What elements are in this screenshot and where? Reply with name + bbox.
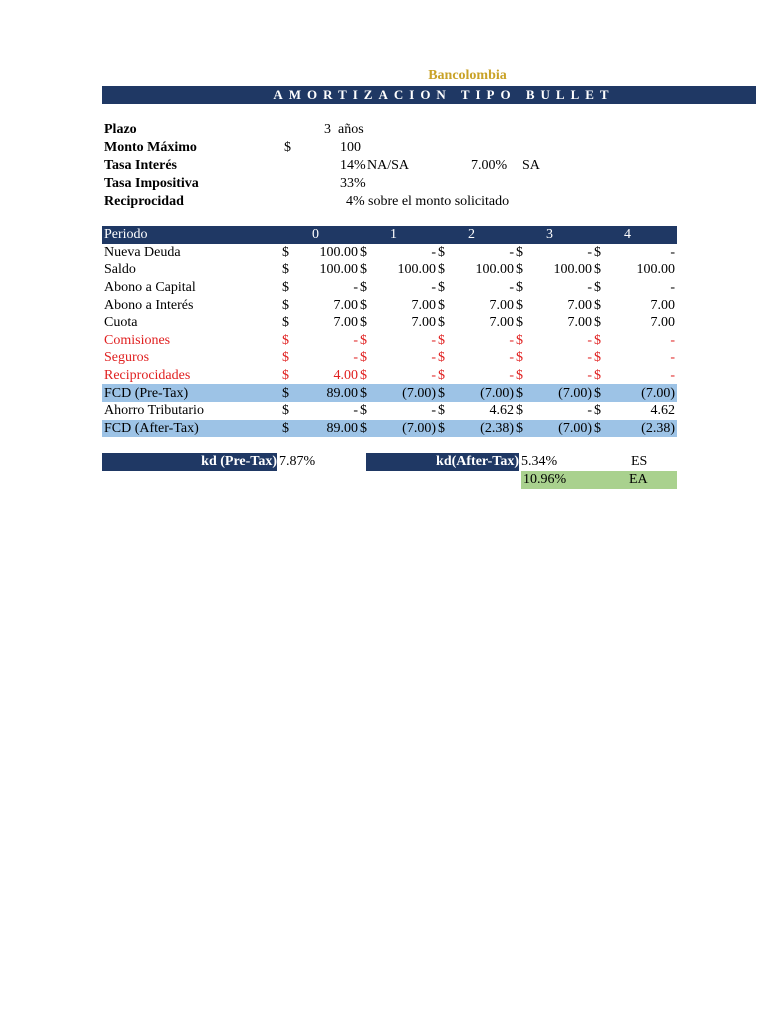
- cell-value: -: [670, 280, 675, 296]
- cell-value: 7.00: [650, 315, 675, 331]
- param-note: sobre el monto solicitado: [368, 194, 510, 209]
- param-value: 14%: [340, 158, 366, 173]
- currency-symbol: $: [360, 420, 372, 438]
- table-header-row: [102, 226, 677, 244]
- table-row: [102, 244, 677, 262]
- currency-symbol: $: [282, 262, 289, 278]
- header-periodo: Periodo: [102, 226, 282, 244]
- param-label: Monto Máximo: [104, 140, 197, 155]
- param-label: Plazo: [104, 122, 137, 137]
- currency-symbol: $: [594, 420, 606, 438]
- cell-value: 7.00: [650, 297, 675, 313]
- cell-value: -: [509, 350, 514, 366]
- param-value: 3: [324, 122, 331, 137]
- cell-value: (7.00): [528, 420, 594, 438]
- cell-value: (7.00): [450, 384, 516, 402]
- table-row: [102, 349, 677, 367]
- param-sa-value: 7.00%: [471, 158, 508, 173]
- cell-value: 100.00: [319, 244, 358, 260]
- currency-symbol: $: [438, 332, 445, 348]
- ea-rate-bar: [521, 471, 677, 489]
- param-value: 33%: [340, 176, 366, 191]
- row-label: Saldo: [104, 262, 136, 278]
- kd-after-tax-value: 5.34%: [521, 454, 558, 469]
- row-label: Ahorro Tributario: [104, 403, 204, 419]
- amortization-table: [102, 226, 677, 437]
- cell-value: -: [353, 350, 358, 366]
- currency-symbol: $: [282, 384, 294, 402]
- currency-symbol: $: [360, 403, 367, 419]
- currency-symbol: $: [438, 297, 445, 313]
- currency-symbol: $: [516, 420, 528, 438]
- cell-value: 7.00: [411, 297, 436, 313]
- cell-value: -: [587, 368, 592, 384]
- row-label: Reciprocidades: [104, 368, 191, 384]
- cell-value: -: [431, 368, 436, 384]
- param-label: Reciprocidad: [104, 194, 184, 209]
- param-unit: años: [338, 122, 364, 137]
- currency-symbol: $: [594, 368, 601, 384]
- currency-symbol: $: [282, 368, 289, 384]
- currency-symbol: $: [438, 420, 450, 438]
- currency-symbol: $: [438, 368, 445, 384]
- cell-value: -: [670, 350, 675, 366]
- currency-symbol: $: [594, 403, 601, 419]
- currency-symbol: $: [516, 332, 523, 348]
- currency-symbol: $: [360, 315, 367, 331]
- cell-value: -: [670, 368, 675, 384]
- row-label: FCD (Pre-Tax): [102, 384, 282, 402]
- brand-title: Bancolombia: [428, 68, 507, 83]
- currency-symbol: $: [438, 262, 445, 278]
- currency-symbol: $: [360, 384, 372, 402]
- cell-value: -: [670, 332, 675, 348]
- row-label: Comisiones: [104, 332, 171, 348]
- currency-symbol: $: [360, 332, 367, 348]
- cell-value: (7.00): [372, 384, 438, 402]
- cell-value: -: [431, 280, 436, 296]
- table-row: [102, 384, 677, 402]
- table-row: [102, 296, 677, 314]
- kd-after-tax-label: kd(After-Tax): [366, 453, 519, 471]
- currency-symbol: $: [516, 297, 523, 313]
- currency-symbol: $: [360, 244, 367, 260]
- cell-value: 7.00: [567, 297, 592, 313]
- sheet-title: AMORTIZACION TIPO BULLET: [102, 86, 756, 104]
- currency-symbol: $: [594, 350, 601, 366]
- header-period-4: 4: [594, 226, 677, 244]
- currency-symbol: $: [594, 384, 606, 402]
- table-row: [102, 279, 677, 297]
- currency-symbol: $: [594, 315, 601, 331]
- header-period-3: 3: [516, 226, 594, 244]
- currency-symbol: $: [438, 403, 445, 419]
- cell-value: -: [587, 244, 592, 260]
- cell-value: -: [509, 368, 514, 384]
- currency-symbol: $: [438, 315, 445, 331]
- param-sa-unit: SA: [522, 158, 540, 173]
- row-label: Abono a Capital: [104, 280, 196, 296]
- param-value: 100: [340, 140, 361, 155]
- cell-value: 89.00: [294, 384, 360, 402]
- kd-after-tax-unit: ES: [631, 454, 648, 469]
- cell-value: -: [353, 403, 358, 419]
- cell-value: -: [431, 403, 436, 419]
- cell-value: 7.00: [489, 297, 514, 313]
- param-label: Tasa Interés: [104, 158, 177, 173]
- param-unit: NA/SA: [367, 158, 410, 173]
- kd-pre-tax-value: 7.87%: [279, 454, 316, 469]
- cell-value: -: [431, 332, 436, 348]
- cell-value: 100.00: [319, 262, 358, 278]
- cell-value: 100.00: [397, 262, 436, 278]
- currency-symbol: $: [284, 140, 291, 155]
- currency-symbol: $: [438, 384, 450, 402]
- currency-symbol: $: [360, 297, 367, 313]
- currency-symbol: $: [594, 297, 601, 313]
- ea-value: 10.96%: [523, 472, 567, 487]
- currency-symbol: $: [516, 280, 523, 296]
- cell-value: (2.38): [606, 420, 677, 438]
- cell-value: (7.00): [528, 384, 594, 402]
- row-label: Abono a Interés: [104, 297, 194, 313]
- row-label: Seguros: [104, 350, 150, 366]
- currency-symbol: $: [360, 280, 367, 296]
- currency-symbol: $: [594, 262, 601, 278]
- table-row: [102, 332, 677, 350]
- cell-value: (7.00): [372, 420, 438, 438]
- table-row: [102, 314, 677, 332]
- cell-value: -: [509, 280, 514, 296]
- cell-value: -: [431, 350, 436, 366]
- row-label: FCD (After-Tax): [102, 420, 282, 438]
- cell-value: 100.00: [475, 262, 514, 278]
- currency-symbol: $: [282, 350, 289, 366]
- table-row: [102, 420, 677, 438]
- cell-value: (7.00): [606, 384, 677, 402]
- cell-value: -: [509, 244, 514, 260]
- currency-symbol: $: [516, 244, 523, 260]
- kd-pre-tax-label: kd (Pre-Tax): [102, 453, 277, 471]
- table-row: [102, 367, 677, 385]
- currency-symbol: $: [282, 280, 289, 296]
- cell-value: -: [509, 332, 514, 348]
- currency-symbol: $: [282, 244, 289, 260]
- cell-value: 4.00: [333, 368, 358, 384]
- currency-symbol: $: [516, 350, 523, 366]
- table-row: [102, 402, 677, 420]
- param-value: 4%: [346, 194, 365, 209]
- row-label: Cuota: [104, 315, 138, 331]
- currency-symbol: $: [594, 332, 601, 348]
- cell-value: -: [587, 403, 592, 419]
- cell-value: 7.00: [567, 315, 592, 331]
- cell-value: 7.00: [333, 315, 358, 331]
- cell-value: 7.00: [411, 315, 436, 331]
- currency-symbol: $: [516, 403, 523, 419]
- currency-symbol: $: [516, 368, 523, 384]
- currency-symbol: $: [438, 244, 445, 260]
- header-period-2: 2: [438, 226, 516, 244]
- cell-value: -: [353, 280, 358, 296]
- cell-value: -: [587, 332, 592, 348]
- currency-symbol: $: [594, 244, 601, 260]
- param-label: Tasa Impositiva: [104, 176, 199, 191]
- currency-symbol: $: [282, 315, 289, 331]
- cell-value: -: [587, 280, 592, 296]
- cell-value: 4.62: [489, 403, 514, 419]
- currency-symbol: $: [282, 332, 289, 348]
- cell-value: -: [353, 332, 358, 348]
- currency-symbol: $: [516, 384, 528, 402]
- currency-symbol: $: [282, 297, 289, 313]
- currency-symbol: $: [516, 315, 523, 331]
- row-label: Nueva Deuda: [104, 244, 181, 260]
- currency-symbol: $: [516, 262, 523, 278]
- cell-value: 7.00: [489, 315, 514, 331]
- currency-symbol: $: [360, 368, 367, 384]
- currency-symbol: $: [438, 280, 445, 296]
- currency-symbol: $: [360, 350, 367, 366]
- cell-value: 7.00: [333, 297, 358, 313]
- cell-value: 100.00: [636, 262, 675, 278]
- cell-value: 4.62: [650, 403, 675, 419]
- header-period-1: 1: [360, 226, 438, 244]
- header-period-0: 0: [282, 226, 360, 244]
- currency-symbol: $: [360, 262, 367, 278]
- currency-symbol: $: [438, 350, 445, 366]
- cell-value: -: [670, 244, 675, 260]
- cell-value: 100.00: [553, 262, 592, 278]
- currency-symbol: $: [594, 280, 601, 296]
- cell-value: 89.00: [294, 420, 360, 438]
- ea-unit: EA: [629, 472, 648, 487]
- currency-symbol: $: [282, 420, 294, 438]
- currency-symbol: $: [282, 403, 289, 419]
- cell-value: (2.38): [450, 420, 516, 438]
- cell-value: -: [431, 244, 436, 260]
- table-row: [102, 261, 677, 279]
- cell-value: -: [587, 350, 592, 366]
